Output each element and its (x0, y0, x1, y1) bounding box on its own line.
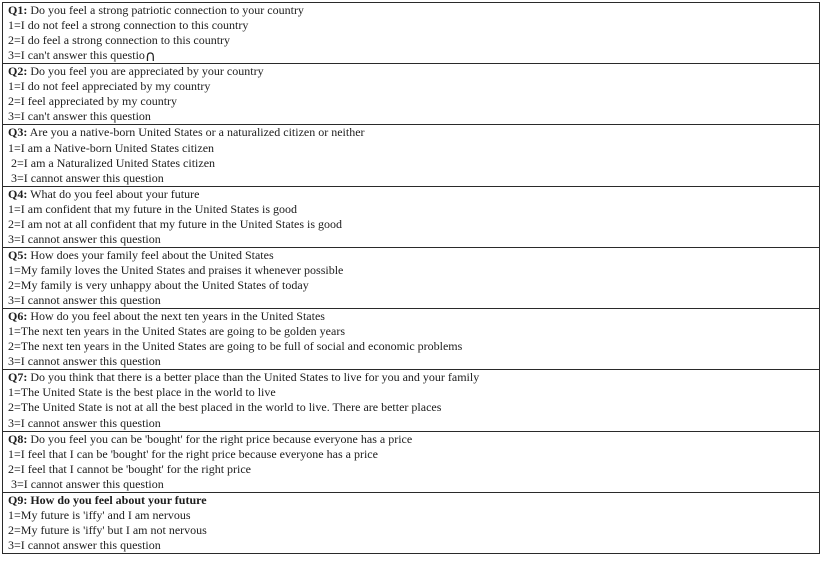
question-text: What do you feel about your future (27, 186, 200, 201)
question-header (8, 64, 819, 79)
question-header (8, 248, 819, 263)
answer-option: 1=My family loves the United States and praises it whenever possible (8, 262, 344, 277)
answer-option: 2=I am a Naturalized United States citizen (8, 155, 216, 170)
answer-option: 1=I am a Native-born United States citizen (8, 140, 215, 155)
question-block-q5 (3, 248, 819, 309)
question-text: Are you a native-born United States or a naturalized citizen or neither (27, 125, 365, 140)
question-number: Q9: (8, 492, 28, 507)
question-text: How do you feel about your future (27, 492, 207, 507)
question-number: Q5: (8, 247, 28, 262)
question-number: Q8: (8, 431, 28, 446)
question-header (8, 432, 819, 447)
question-header (8, 370, 819, 385)
answer-option: 2=My future is 'iffy' but I am not nervous (8, 522, 207, 537)
answer-option: 3=I cannot answer this question (8, 293, 161, 308)
answer-option: 2=The United State is not at all the best placed in the world to live. There are better places (8, 400, 442, 415)
answer-option (8, 48, 819, 63)
question-number: Q1: (8, 3, 28, 18)
answer-option: 1=I feel that I can be 'bought' for the right price because everyone has a price (8, 446, 378, 461)
overflow-glyph: ∩ (144, 46, 156, 65)
question-header (8, 309, 819, 324)
answer-option: 2=I do feel a strong connection to this country (8, 33, 231, 48)
answer-option: 1=My future is 'iffy' and I am nervous (8, 507, 191, 522)
answer-option: 2=I am not at all confident that my future in the United States is good (8, 216, 343, 231)
answer-option: 1=I do not feel a strong connection to this country (8, 18, 249, 33)
question-text: Do you think that there is a better place than the United States to live for you and your family (27, 370, 480, 385)
question-block-q3 (3, 125, 819, 186)
answer-option: 3=I cannot answer this question (8, 354, 161, 369)
questionnaire-table (2, 2, 820, 554)
answer-option: 3=I cannot answer this question (8, 231, 161, 246)
answer-option: 2=My family is very unhappy about the United States of today (8, 278, 309, 293)
answer-option: 3=I cannot answer this question (8, 476, 164, 491)
answer-option: 1=I am confident that my future in the United States is good (8, 201, 298, 216)
question-text: Do you feel you are appreciated by your country (27, 64, 264, 79)
question-number: Q2: (8, 64, 28, 79)
question-number: Q4: (8, 186, 28, 201)
question-block-q8 (3, 432, 819, 493)
question-block-q6 (3, 309, 819, 370)
question-block-q1 (3, 3, 819, 64)
answer-option-text: 3=I can't answer this questio (8, 48, 145, 63)
question-header (8, 493, 819, 508)
question-text: Do you feel a strong patriotic connection to your country (27, 3, 304, 18)
question-header (8, 125, 819, 140)
answer-option: 3=I cannot answer this question (8, 170, 164, 185)
question-header (8, 3, 819, 18)
question-text: Do you feel you can be 'bought' for the right price because everyone has a price (27, 431, 413, 446)
question-block-q7 (3, 370, 819, 431)
answer-option: 3=I cannot answer this question (8, 415, 161, 430)
answer-option: 3=I can't answer this question (8, 109, 151, 124)
question-number: Q7: (8, 370, 28, 385)
answer-option: 2=I feel appreciated by my country (8, 94, 178, 109)
answer-option: 3=I cannot answer this question (8, 537, 161, 552)
question-block-q2 (3, 64, 819, 125)
answer-option: 1=The next ten years in the United States are going to be golden years (8, 324, 346, 339)
question-header (8, 187, 819, 202)
question-block-q9 (3, 493, 819, 553)
question-number: Q3: (8, 125, 28, 140)
answer-option: 1=I do not feel appreciated by my country (8, 79, 211, 94)
question-block-q4 (3, 187, 819, 248)
answer-option: 2=The next ten years in the United States are going to be full of social and economic problems (8, 339, 463, 354)
answer-option: 1=The United State is the best place in the world to live (8, 385, 276, 400)
question-number: Q6: (8, 309, 28, 324)
answer-option: 2=I feel that I cannot be 'bought' for the right price (8, 461, 252, 476)
question-text: How do you feel about the next ten years in the United States (27, 309, 325, 324)
question-text: How does your family feel about the United States (27, 247, 274, 262)
